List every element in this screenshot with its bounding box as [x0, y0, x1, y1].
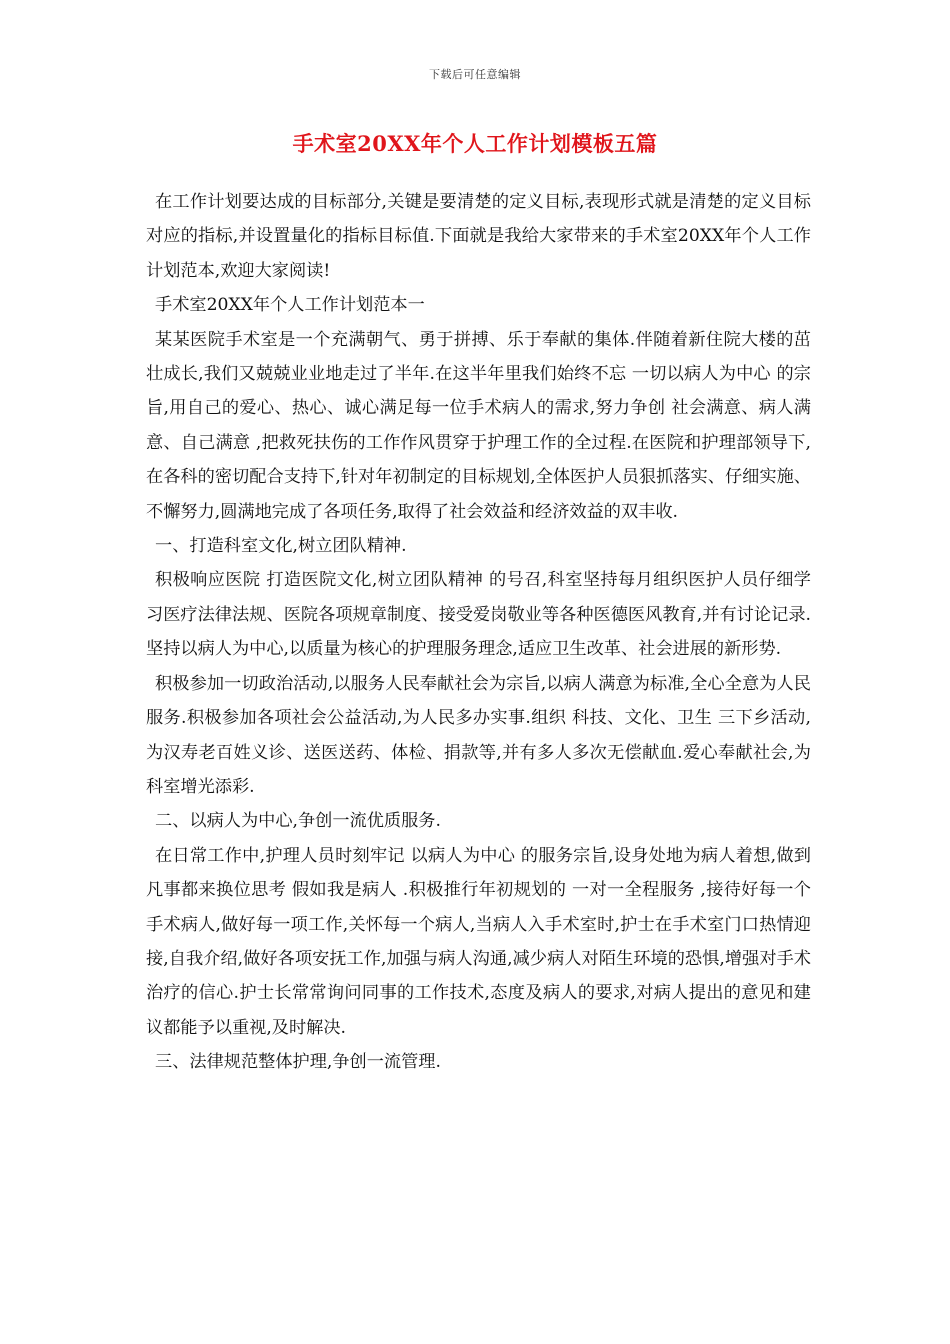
document-title: 手术室20XX年个人工作计划模板五篇	[292, 131, 658, 156]
body-paragraph: 积极响应医院 打造医院文化,树立团队精神 的号召,科室坚持每月组织医护人员仔细学习医疗法律法规、医院各项规章制度、接受爱岗敬业等各种医德医风教育,并有讨论记录.坚持以病人为中心,以质量为核心的护理服务理念,适应卫生改革、社会进展的新形势.	[146, 570, 811, 660]
header-note: 下载后可任意编辑	[429, 68, 521, 81]
section-heading-1: 一、打造科室文化,树立团队精神.	[155, 536, 407, 557]
intro-paragraph: 在工作计划要达成的目标部分,关键是要清楚的定义目标,表现形式就是清楚的定义目标对应的指标,并设置量化的指标目标值.下面就是我给大家带来的手术室20XX年个人工作计划范本,欢迎大家阅读!	[146, 192, 811, 281]
section-heading-3: 三、法律规范整体护理,争创一流管理.	[155, 1052, 441, 1073]
body-paragraph: 某某医院手术室是一个充满朝气、勇于拼搏、乐于奉献的集体.伴随着新住院大楼的茁壮成长,我们又兢兢业业地走过了半年.在这半年里我们始终不忘 一切以病人为中心 的宗旨,用自己的爱心、热心、诚心满足每一位手术病人的需求,努力争创 社会满意、病人满意、自己满意 ,把救死扶伤的工作作风贯穿于护理工作的全过程.在医院和护理部领导下,在各科的密切配合支持下,针对年初制定的目标规划,全体医护人员狠抓落实、仔细实施、不懈努力,圆满地完成了各项任务,取得了社会效益和经济效益的双丰收.	[146, 329, 811, 522]
section-heading-2: 二、以病人为中心,争创一流优质服务.	[155, 811, 441, 832]
body-paragraph: 在日常工作中,护理人员时刻牢记 以病人为中心 的服务宗旨,设身处地为病人着想,做到凡事都来换位思考 假如我是病人 .积极推行年初规划的 一对一全程服务 ,接待好每一个手术病人,做好每一项工作,关怀每一个病人,当病人入手术室时,护士在手术室门口热情迎接,自我介绍,做好各项安抚工作,加强与病人沟通,减少病人对陌生环境的恐惧,增强对手术治疗的信心.护士长常常询问同事的工作技术,态度及病人的要求,对病人提出的意见和建议都能予以重视,及时解决.	[146, 845, 811, 1038]
body-paragraph: 积极参加一切政治活动,以服务人民奉献社会为宗旨,以病人满意为标准,全心全意为人民服务.积极参加各项社会公益活动,为人民多办实事.组织 科技、文化、卫生 三下乡活动,为汉寿老百姓义诊、送医送药、体检、捐款等,并有多人多次无偿献血.爱心奉献社会,为科室增光添彩.	[146, 673, 811, 797]
section-heading-sample-one: 手术室20XX年个人工作计划范本一	[155, 295, 425, 316]
document-body	[146, 185, 811, 1080]
